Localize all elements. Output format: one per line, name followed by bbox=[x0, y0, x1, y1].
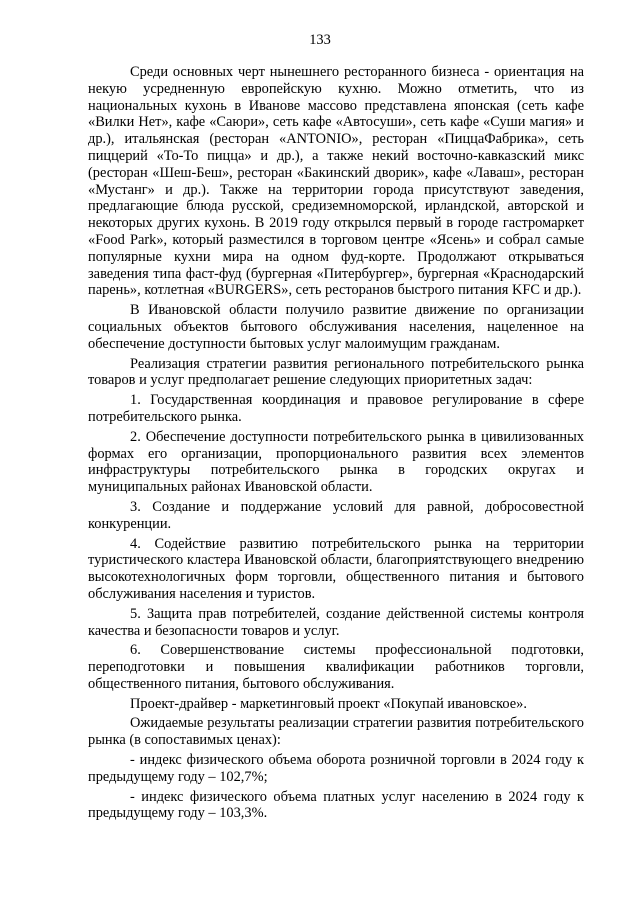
task-item-6: 6. Совершенствование системы профессиональной подготовки, переподготовки и повышения квалификации работников торговли, общественного питания, бытового обслуживания. bbox=[88, 642, 584, 692]
page-number: 133 bbox=[309, 32, 331, 48]
task-item-5: 5. Защита прав потребителей, создание действенной системы контроля качества и безопасности товаров и услуг. bbox=[88, 605, 584, 639]
task-item-1: 1. Государственная координация и правовое регулирование в сфере потребительского рынка. bbox=[88, 392, 584, 425]
body-text bbox=[88, 64, 584, 822]
result-item-retail-index: - индекс физического объема оборота розничной торговли в 2024 году к предыдущему году – 102,7%; bbox=[88, 752, 584, 785]
result-item-services-index: - индекс физического объема платных услуг населению в 2024 году к предыдущему году – 103,3%. bbox=[88, 788, 584, 822]
paragraph-social-services: В Ивановской области получило развитие движение по организации социальных объектов бытового обслуживания населения, нацеленное на обеспечение доступности бытовых услуг малоимущим гражданам. bbox=[88, 302, 584, 352]
task-item-3: 3. Создание и поддержание условий для равной, добросовестной конкуренции. bbox=[88, 498, 584, 532]
task-item-4: 4. Содействие развитию потребительского рынка на территории туристического кластера Ивановской области, благоприятствующего внедрению высокотехнологичных форм торговли, общественного питания и бытового обслуживания населения и туристов. bbox=[88, 535, 584, 602]
task-item-2: 2. Обеспечение доступности потребительского рынка в цивилизованных формах его организации, пропорционального развития всех элементов инфраструктуры потребительского рынка в городских округах и муниципальных районах Ивановской области. bbox=[88, 428, 584, 496]
paragraph-expected-results: Ожидаемые результаты реализации стратегии развития потребительского рынка (в сопоставимых ценах): bbox=[88, 715, 584, 749]
paragraph-restaurant-business: Среди основных черт нынешнего ресторанного бизнеса - ориентация на некую усредненную европейскую кухню. Можно отметить, что из национальных кухонь в Иванове массово представлена японская (сеть кафе «Вилки Нет», кафе «Саюри», сеть кафе «Автосуши», сеть кафе «Суши магия» и др.), итальянская (ресторан «ANTONIO», ресторан «ПиццаФабрика», сеть пиццерий «То-То пицца» и др.), а также некий восточно-кавказский микс (ресторан «Шеш-Беш», ресторан «Бакинский дворик», кафе «Лаваш», ресторан «Мустанг» и др.). Также на территории города присутствуют заведения, предлагающие блюда русской, средиземноморской, ирландской, авторской и некоторых других кухонь. В 2019 году открылся первый в городе гастромаркет «Food Park», который разместился в торговом центре «Ясень» и собрал самые популярные кухни мира на одном фуд-корте. Продолжают открываться заведения типа фаст-фуд (бургерная «Питербургер», бургерная «Краснодарский парень», котлетная «BURGERS», сеть ресторанов быстрого питания KFC и др.). bbox=[88, 64, 584, 299]
paragraph-strategy-intro: Реализация стратегии развития регионального потребительского рынка товаров и услуг предполагает решение следующих приоритетных задач: bbox=[88, 355, 584, 389]
paragraph-driver-project: Проект-драйвер - маркетинговый проект «Покупай ивановское». bbox=[130, 695, 527, 712]
